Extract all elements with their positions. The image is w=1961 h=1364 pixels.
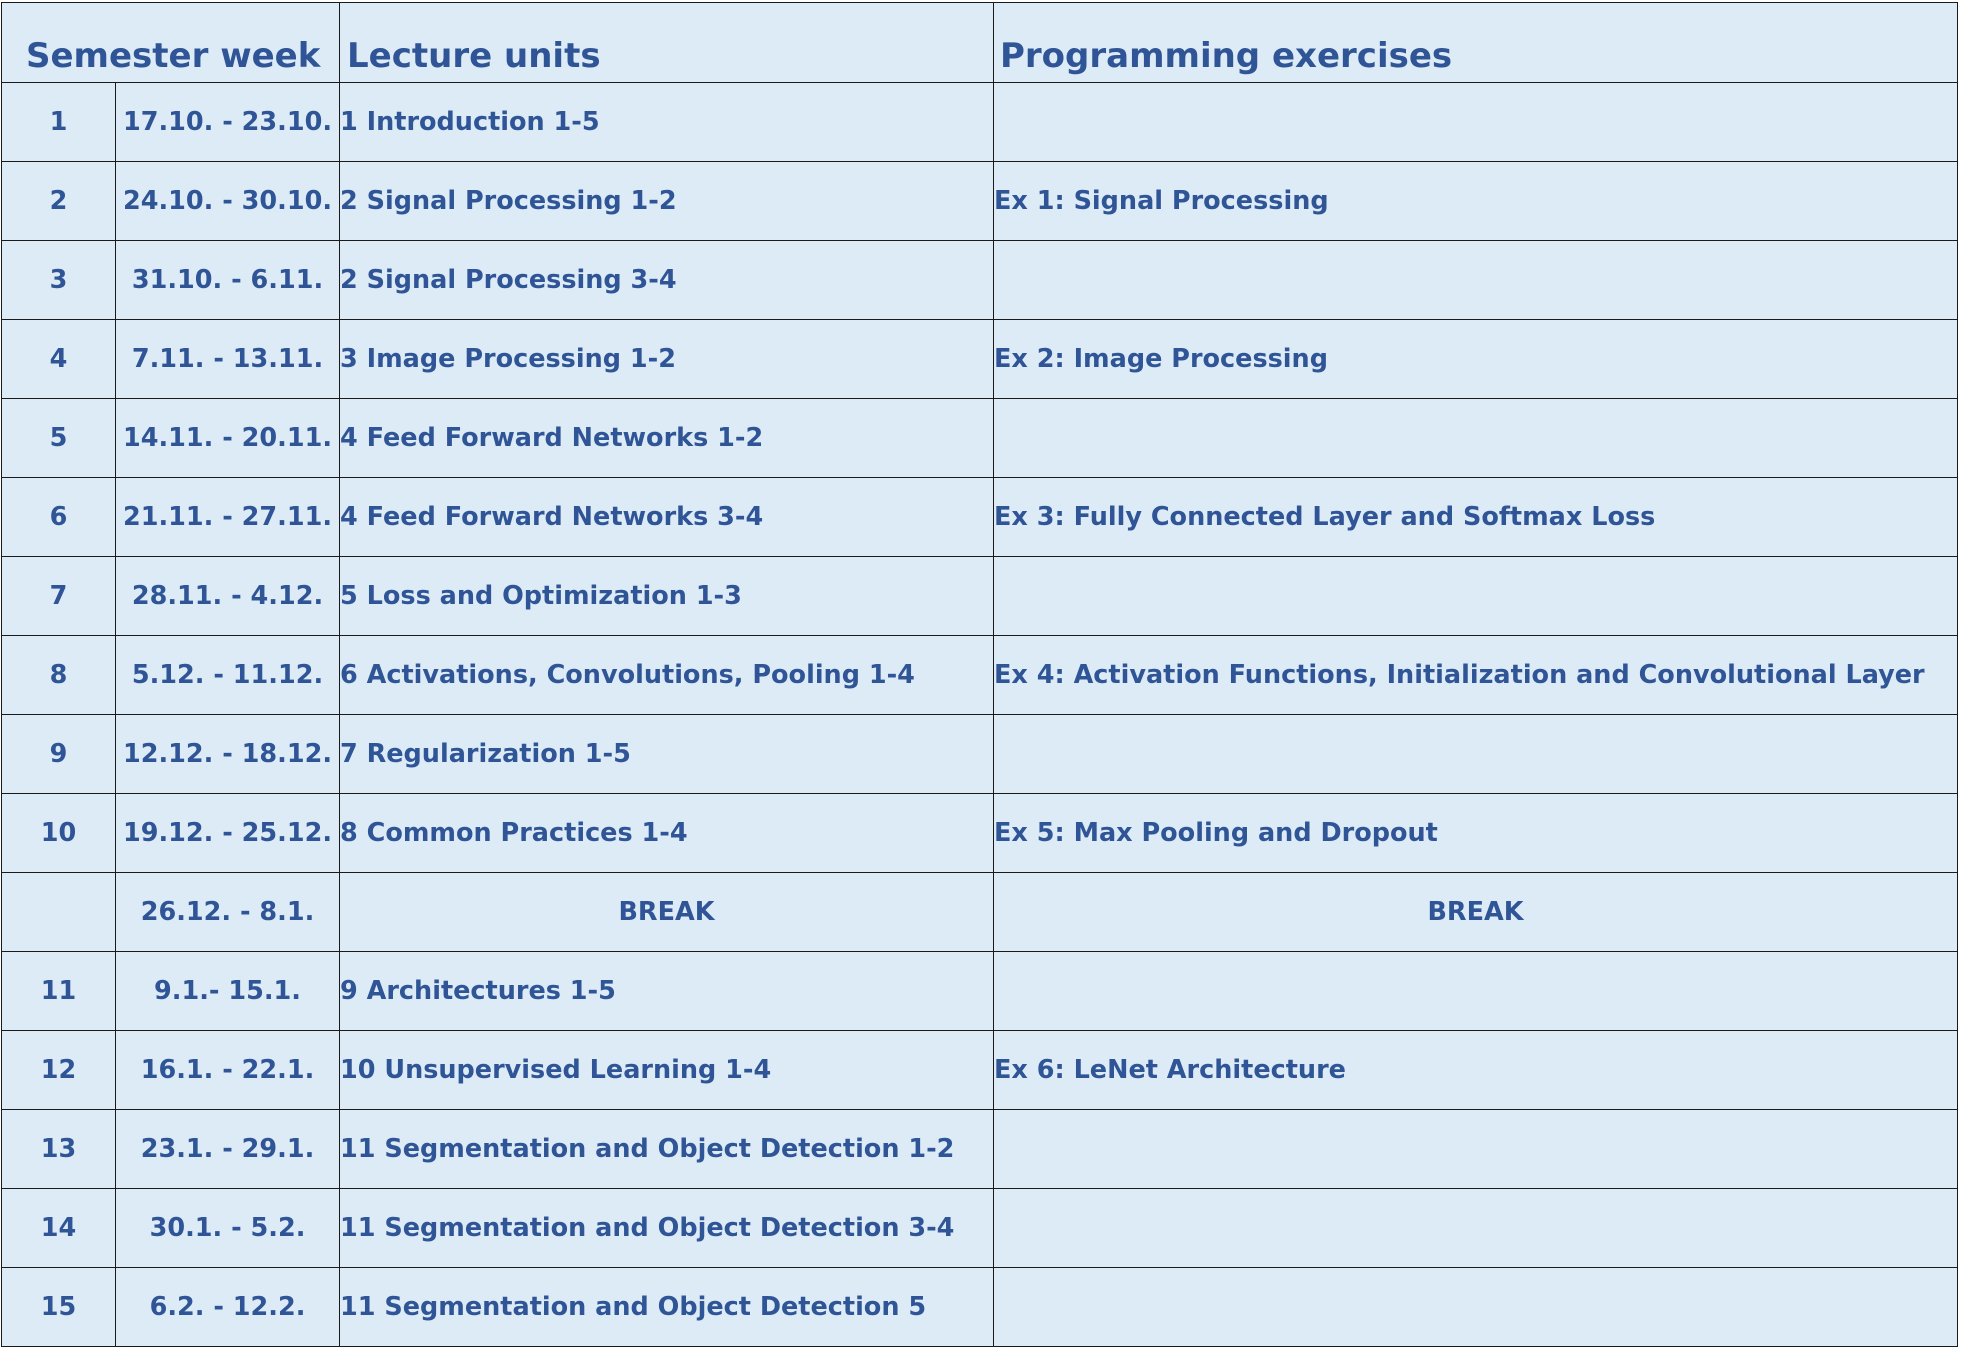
week-number-cell: 1 — [2, 83, 116, 162]
date-range-cell: 23.1. - 29.1. — [116, 1110, 340, 1189]
date-range-cell: 5.12. - 11.12. — [116, 636, 340, 715]
lecture-unit-cell: 2 Signal Processing 1-2 — [340, 162, 994, 241]
header-semester-week: Semester week — [2, 3, 340, 83]
lecture-unit-cell: 5 Loss and Optimization 1-3 — [340, 557, 994, 636]
week-number-cell: 4 — [2, 320, 116, 399]
lecture-unit-cell: 10 Unsupervised Learning 1-4 — [340, 1031, 994, 1110]
programming-exercise-cell: Ex 4: Activation Functions, Initialization and Convolutional Layer — [994, 636, 1958, 715]
lecture-unit-cell: 8 Common Practices 1-4 — [340, 794, 994, 873]
lecture-unit-cell: 4 Feed Forward Networks 1-2 — [340, 399, 994, 478]
week-number-cell: 9 — [2, 715, 116, 794]
date-range-cell: 16.1. - 22.1. — [116, 1031, 340, 1110]
date-range-cell: 24.10. - 30.10. — [116, 162, 340, 241]
programming-exercise-cell: BREAK — [994, 873, 1958, 952]
lecture-unit-cell: 6 Activations, Convolutions, Pooling 1-4 — [340, 636, 994, 715]
week-number-cell: 15 — [2, 1268, 116, 1347]
programming-exercise-cell: Ex 1: Signal Processing — [994, 162, 1958, 241]
lecture-unit-cell: 1 Introduction 1-5 — [340, 83, 994, 162]
schedule-table — [1, 2, 1958, 1347]
date-range-cell: 9.1.- 15.1. — [116, 952, 340, 1031]
date-range-cell: 31.10. - 6.11. — [116, 241, 340, 320]
table-row — [2, 320, 1958, 399]
date-range-cell: 28.11. - 4.12. — [116, 557, 340, 636]
programming-exercise-cell: Ex 6: LeNet Architecture — [994, 1031, 1958, 1110]
table-row — [2, 557, 1958, 636]
lecture-unit-cell: 9 Architectures 1-5 — [340, 952, 994, 1031]
table-row — [2, 1189, 1958, 1268]
date-range-cell: 7.11. - 13.11. — [116, 320, 340, 399]
schedule-body — [2, 83, 1958, 1347]
programming-exercise-cell — [994, 1268, 1958, 1347]
week-number-cell: 3 — [2, 241, 116, 320]
week-number-cell: 5 — [2, 399, 116, 478]
table-row — [2, 636, 1958, 715]
programming-exercise-cell — [994, 399, 1958, 478]
date-range-cell: 17.10. - 23.10. — [116, 83, 340, 162]
lecture-unit-cell: 11 Segmentation and Object Detection 1-2 — [340, 1110, 994, 1189]
table-row — [2, 241, 1958, 320]
week-number-cell: 10 — [2, 794, 116, 873]
programming-exercise-cell: Ex 5: Max Pooling and Dropout — [994, 794, 1958, 873]
week-number-cell: 2 — [2, 162, 116, 241]
table-row — [2, 952, 1958, 1031]
table-row — [2, 478, 1958, 557]
table-row — [2, 1110, 1958, 1189]
date-range-cell: 21.11. - 27.11. — [116, 478, 340, 557]
week-number-cell: 6 — [2, 478, 116, 557]
programming-exercise-cell — [994, 83, 1958, 162]
week-number-cell: 13 — [2, 1110, 116, 1189]
table-row — [2, 794, 1958, 873]
table-row — [2, 1031, 1958, 1110]
lecture-unit-cell: 11 Segmentation and Object Detection 3-4 — [340, 1189, 994, 1268]
table-row — [2, 873, 1958, 952]
header-lecture-units: Lecture units — [340, 3, 994, 83]
week-number-cell: 7 — [2, 557, 116, 636]
date-range-cell: 26.12. - 8.1. — [116, 873, 340, 952]
programming-exercise-cell — [994, 241, 1958, 320]
week-number-cell: 14 — [2, 1189, 116, 1268]
programming-exercise-cell — [994, 952, 1958, 1031]
date-range-cell: 6.2. - 12.2. — [116, 1268, 340, 1347]
programming-exercise-cell: Ex 2: Image Processing — [994, 320, 1958, 399]
header-row — [2, 3, 1958, 83]
lecture-unit-cell: 7 Regularization 1-5 — [340, 715, 994, 794]
table-row — [2, 83, 1958, 162]
programming-exercise-cell — [994, 1110, 1958, 1189]
table-row — [2, 399, 1958, 478]
header-programming-exercises: Programming exercises — [994, 3, 1958, 83]
table-row — [2, 162, 1958, 241]
date-range-cell: 12.12. - 18.12. — [116, 715, 340, 794]
programming-exercise-cell — [994, 715, 1958, 794]
date-range-cell: 14.11. - 20.11. — [116, 399, 340, 478]
table-row — [2, 715, 1958, 794]
lecture-unit-cell: 11 Segmentation and Object Detection 5 — [340, 1268, 994, 1347]
lecture-unit-cell: 2 Signal Processing 3-4 — [340, 241, 994, 320]
lecture-unit-cell: 4 Feed Forward Networks 3-4 — [340, 478, 994, 557]
date-range-cell: 30.1. - 5.2. — [116, 1189, 340, 1268]
week-number-cell — [2, 873, 116, 952]
table-row — [2, 1268, 1958, 1347]
lecture-unit-cell: BREAK — [340, 873, 994, 952]
week-number-cell: 8 — [2, 636, 116, 715]
week-number-cell: 11 — [2, 952, 116, 1031]
programming-exercise-cell: Ex 3: Fully Connected Layer and Softmax Loss — [994, 478, 1958, 557]
programming-exercise-cell — [994, 1189, 1958, 1268]
lecture-unit-cell: 3 Image Processing 1-2 — [340, 320, 994, 399]
programming-exercise-cell — [994, 557, 1958, 636]
date-range-cell: 19.12. - 25.12. — [116, 794, 340, 873]
week-number-cell: 12 — [2, 1031, 116, 1110]
